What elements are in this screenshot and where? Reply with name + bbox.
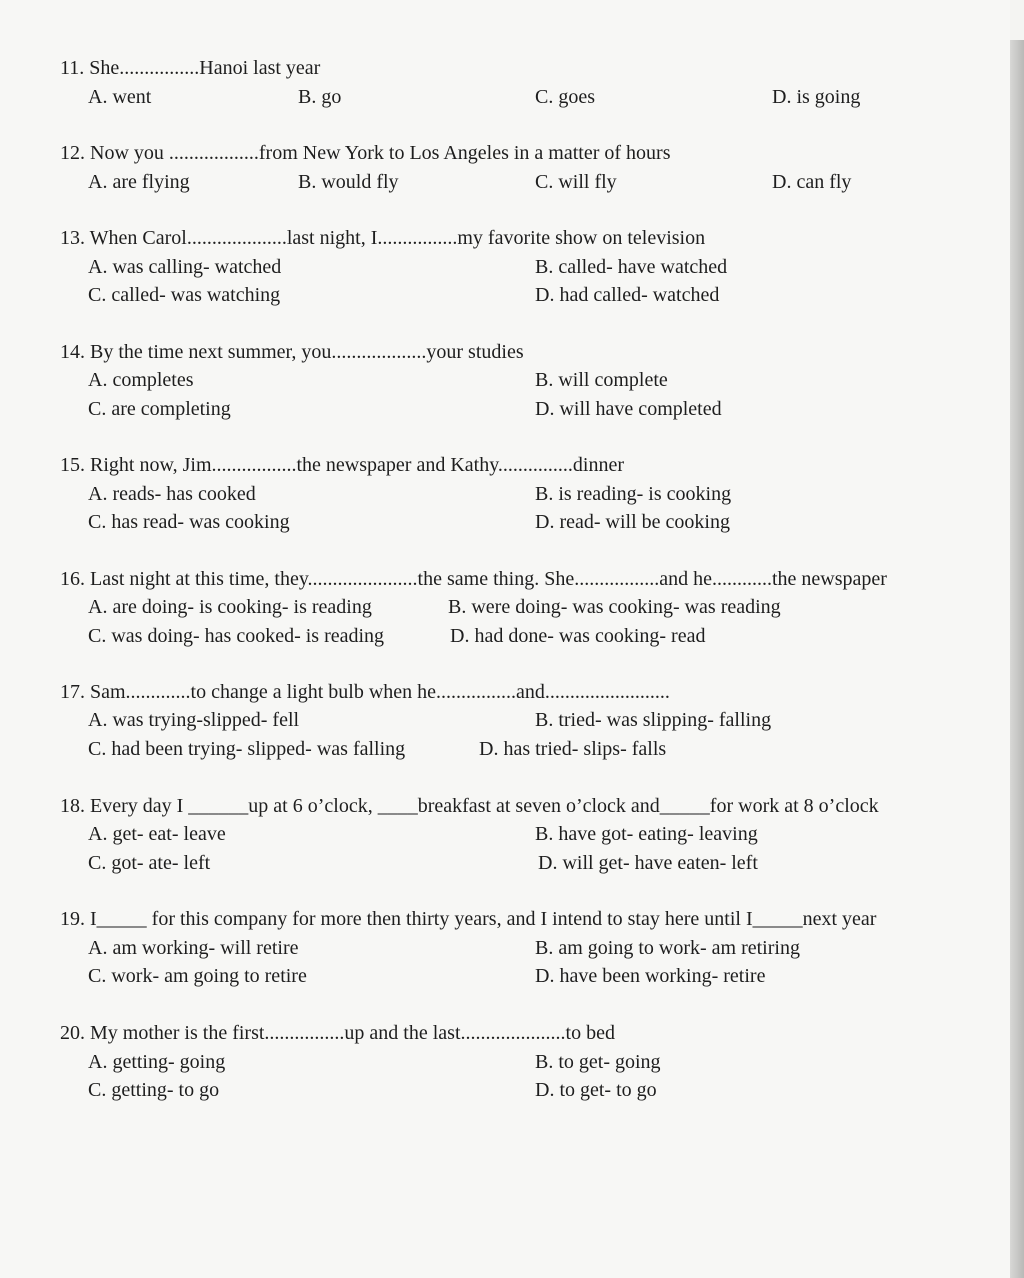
option-c: C. called- was watching bbox=[88, 284, 281, 306]
option-d: D. will get- have eaten- left bbox=[538, 852, 758, 874]
option-a: A. reads- has cooked bbox=[88, 483, 256, 505]
option-a: A. getting- going bbox=[88, 1051, 226, 1073]
question-stem: 18. Every day I ______up at 6 o’clock, ____breakfast at seven o’clock and_____for work at 8 o’clock bbox=[60, 795, 879, 817]
option-c: C. got- ate- left bbox=[88, 852, 211, 874]
option-a: A. was calling- watched bbox=[88, 256, 282, 278]
option-b: B. am going to work- am retiring bbox=[535, 937, 800, 959]
option-a: A. completes bbox=[88, 369, 194, 391]
option-d: D. had done- was cooking- read bbox=[450, 625, 706, 647]
option-d: D. is going bbox=[772, 86, 861, 108]
option-c: C. are completing bbox=[88, 398, 231, 420]
question-stem: 14. By the time next summer, you...................your studies bbox=[60, 341, 524, 363]
option-d: D. have been working- retire bbox=[535, 965, 766, 987]
option-b: B. is reading- is cooking bbox=[535, 483, 732, 505]
option-d: D. has tried- slips- falls bbox=[479, 738, 667, 760]
option-c: C. has read- was cooking bbox=[88, 511, 290, 533]
option-b: B. called- have watched bbox=[535, 256, 728, 278]
option-d: D. can fly bbox=[772, 171, 852, 193]
option-a: A. was trying-slipped- fell bbox=[88, 709, 300, 731]
option-c: C. work- am going to retire bbox=[88, 965, 307, 987]
option-d: D. to get- to go bbox=[535, 1079, 657, 1101]
option-a: A. are doing- is cooking- is reading bbox=[88, 596, 372, 618]
option-a: A. am working- will retire bbox=[88, 937, 299, 959]
option-a: A. get- eat- leave bbox=[88, 823, 226, 845]
question-stem: 20. My mother is the first................up and the last.....................to bed bbox=[60, 1022, 615, 1044]
question-stem: 15. Right now, Jim.................the newspaper and Kathy...............dinner bbox=[60, 454, 624, 476]
option-c: C. goes bbox=[535, 86, 595, 108]
option-d: D. will have completed bbox=[535, 398, 722, 420]
question-stem: 11. She................Hanoi last year bbox=[60, 57, 321, 79]
option-a: A. went bbox=[88, 86, 152, 108]
option-b: B. to get- going bbox=[535, 1051, 661, 1073]
question-stem: 19. I_____ for this company for more then thirty years, and I intend to stay here until I_____next year bbox=[60, 908, 877, 930]
question-stem: 16. Last night at this time, they......................the same thing. She.................and he............the newspaper bbox=[60, 568, 887, 590]
page-edge-shadow bbox=[1010, 40, 1024, 1278]
option-b: B. tried- was slipping- falling bbox=[535, 709, 772, 731]
option-b: B. would fly bbox=[298, 171, 399, 193]
question-stem: 13. When Carol....................last night, I................my favorite show on television bbox=[60, 227, 706, 249]
option-c: C. was doing- has cooked- is reading bbox=[88, 625, 385, 647]
option-d: D. read- will be cooking bbox=[535, 511, 730, 533]
option-d: D. had called- watched bbox=[535, 284, 720, 306]
option-c: C. getting- to go bbox=[88, 1079, 220, 1101]
option-b: B. go bbox=[298, 86, 342, 108]
option-b: B. have got- eating- leaving bbox=[535, 823, 758, 845]
option-b: B. were doing- was cooking- was reading bbox=[448, 596, 781, 618]
question-stem: 12. Now you ..................from New York to Los Angeles in a matter of hours bbox=[60, 142, 671, 164]
option-b: B. will complete bbox=[535, 369, 668, 391]
option-c: C. had been trying- slipped- was falling bbox=[88, 738, 406, 760]
option-c: C. will fly bbox=[535, 171, 617, 193]
option-a: A. are flying bbox=[88, 171, 190, 193]
question-stem: 17. Sam.............to change a light bulb when he................and......................... bbox=[60, 681, 670, 703]
